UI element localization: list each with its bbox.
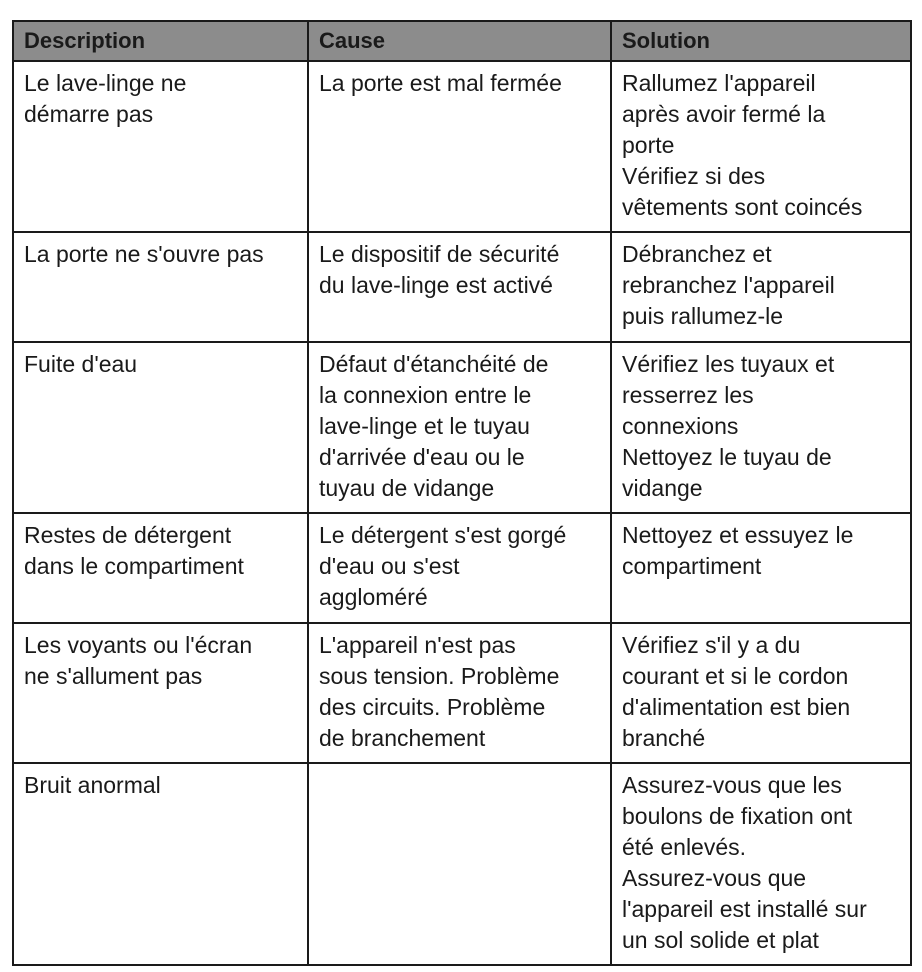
table-body [13, 61, 911, 965]
description-line: Les voyants ou l'écran [24, 632, 253, 658]
cell-description [13, 232, 308, 342]
solution-line: Rallumez l'appareil [622, 70, 816, 96]
description-line: dans le compartiment [24, 553, 244, 579]
cause-line: aggloméré [319, 584, 428, 610]
solution-line: un sol solide et plat [622, 927, 819, 953]
solution-line: Débranchez et [622, 241, 772, 267]
cell-description [13, 61, 308, 232]
cell-solution [611, 513, 911, 623]
description-line: Fuite d'eau [24, 351, 138, 377]
solution-line: vidange [622, 475, 703, 501]
table-row [13, 342, 911, 513]
solution-line: après avoir fermé la [622, 101, 826, 127]
solution-line: été enlevés. [622, 834, 747, 860]
solution-line: Nettoyez et essuyez le [622, 522, 854, 548]
header-description: Description [13, 21, 308, 61]
cell-cause [308, 623, 611, 763]
cause-line: L'appareil n'est pas [319, 632, 516, 658]
description-line: Restes de détergent [24, 522, 232, 548]
cell-description [13, 513, 308, 623]
cause-line: lave-linge et le tuyau [319, 413, 530, 439]
solution-line: Vérifiez les tuyaux et [622, 351, 835, 377]
solution-line: l'appareil est installé sur [622, 896, 867, 922]
description-line: Bruit anormal [24, 772, 161, 798]
cause-line: Défaut d'étanchéité de [319, 351, 549, 377]
solution-line: resserrez les [622, 382, 754, 408]
description-line: ne s'allument pas [24, 663, 203, 689]
cell-solution [611, 763, 911, 965]
header-solution: Solution [611, 21, 911, 61]
cause-line: sous tension. Problème [319, 663, 560, 689]
cell-description [13, 763, 308, 965]
cause-line: d'eau ou s'est [319, 553, 460, 579]
cell-cause [308, 61, 611, 232]
cause-line: des circuits. Problème [319, 694, 546, 720]
solution-line: branché [622, 725, 706, 751]
description-line: démarre pas [24, 101, 154, 127]
solution-line: Vérifiez s'il y a du [622, 632, 801, 658]
cell-cause [308, 763, 611, 965]
solution-line: courant et si le cordon [622, 663, 849, 689]
solution-line: d'alimentation est bien [622, 694, 851, 720]
cell-solution [611, 342, 911, 513]
solution-line: Assurez-vous que [622, 865, 807, 891]
description-line: Le lave-linge ne [24, 70, 187, 96]
solution-line: vêtements sont coincés [622, 194, 863, 220]
solution-line: Nettoyez le tuyau de [622, 444, 832, 470]
cause-line: la connexion entre le [319, 382, 532, 408]
table-row [13, 232, 911, 342]
cause-line: Le détergent s'est gorgé [319, 522, 567, 548]
cell-cause [308, 342, 611, 513]
solution-line: porte [622, 132, 675, 158]
table-row [13, 61, 911, 232]
cause-line: La porte est mal fermée [319, 70, 562, 96]
solution-line: compartiment [622, 553, 762, 579]
cell-cause [308, 513, 611, 623]
cell-description [13, 623, 308, 763]
table-row [13, 623, 911, 763]
cell-solution [611, 623, 911, 763]
solution-line: Assurez-vous que les [622, 772, 842, 798]
cell-description [13, 342, 308, 513]
table-row [13, 763, 911, 965]
cell-solution [611, 232, 911, 342]
description-line: La porte ne s'ouvre pas [24, 241, 264, 267]
solution-line: boulons de fixation ont [622, 803, 853, 829]
cause-line: d'arrivée d'eau ou le [319, 444, 525, 470]
cell-cause [308, 232, 611, 342]
table-header-row [13, 21, 911, 61]
cause-line: Le dispositif de sécurité [319, 241, 560, 267]
troubleshooting-table-wrapper [12, 20, 910, 966]
table-row [13, 513, 911, 623]
solution-line: puis rallumez-le [622, 303, 784, 329]
solution-line: rebranchez l'appareil [622, 272, 835, 298]
cell-solution [611, 61, 911, 232]
cause-line: du lave-linge est activé [319, 272, 553, 298]
solution-line: Vérifiez si des [622, 163, 766, 189]
solution-line: connexions [622, 413, 739, 439]
cause-line: de branchement [319, 725, 486, 751]
troubleshooting-table [12, 20, 912, 966]
header-cause: Cause [308, 21, 611, 61]
cause-line: tuyau de vidange [319, 475, 495, 501]
